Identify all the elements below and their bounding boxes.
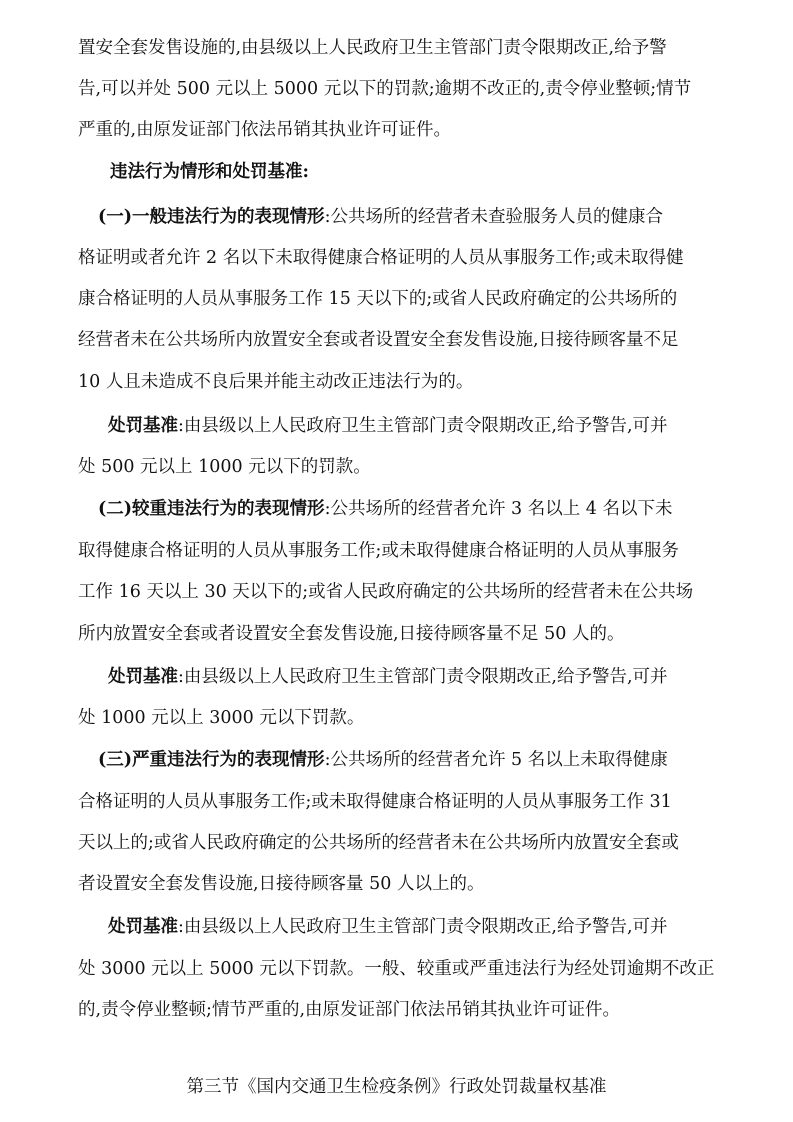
clause-1-line [98, 203, 748, 228]
paragraph-line: 10 人且未造成不良后果并能主动改正违法行为的。 [78, 372, 474, 392]
penalty-text: :由县级以上人民政府卫生主管部门责令限期改正,给予警告,可并 [178, 416, 668, 436]
paragraph-line: 所内放置安全套或者设置安全套发售设施,日接待顾客量不足 50 人的。 [78, 624, 625, 644]
clause-3-line [98, 746, 748, 771]
penalty-text: :由县级以上人民政府卫生主管部门责令限期改正,给予警告,可并 [178, 917, 668, 937]
paragraph-line: 置安全套发售设施的,由县级以上人民政府卫生主管部门责令限期改正,给予警 [78, 38, 667, 58]
paragraph-line: 严重的,由原发证部门依法吊销其执业许可证件。 [78, 120, 452, 140]
paragraph-line: 取得健康合格证明的人员从事服务工作;或未取得健康合格证明的人员从事服务 [78, 541, 679, 561]
paragraph-line: 处 500 元以上 1000 元以下的罚款。 [78, 457, 371, 477]
paragraph-line: 者设置安全套发售设施,日接待顾客量 50 人以上的。 [78, 874, 485, 894]
paragraph-line: 的,责令停业整顿;情节严重的,由原发证部门依法吊销其执业许可证件。 [78, 1000, 621, 1020]
paragraph-line: 合格证明的人员从事服务工作;或未取得健康合格证明的人员从事服务工作 31 [78, 792, 672, 812]
clause-2-line [98, 495, 748, 520]
penalty-text: :由县级以上人民政府卫生主管部门责令限期改正,给予警告,可并 [178, 667, 668, 687]
paragraph-line: 处 3000 元以上 5000 元以下罚款。一般、较重或严重违法行为经处罚逾期不改正 [78, 959, 715, 979]
paragraph-line: 工作 16 天以上 30 天以下的;或省人民政府确定的公共场所的经营者未在公共场 [78, 582, 694, 602]
paragraph-line: 处 1000 元以上 3000 元以下罚款。 [78, 708, 365, 728]
penalty-line [108, 913, 758, 938]
clause-label: (三)严重违法行为的表现情形 [98, 750, 325, 770]
penalty-label: 处罚基准 [108, 667, 178, 687]
paragraph-line: 格证明或者允许 2 名以下未取得健康合格证明的人员从事服务工作;或未取得健 [78, 248, 684, 268]
penalty-line [108, 663, 758, 688]
paragraph-line: 告,可以并处 500 元以上 5000 元以下的罚款;逾期不改正的,责令停业整顿;情节 [78, 79, 692, 99]
paragraph-line: 天以上的;或省人民政府确定的公共场所的经营者未在公共场所内放置安全套或 [78, 833, 679, 853]
section-heading: 第三节《国内交通卫生检疫条例》行政处罚裁量权基准 [186, 1077, 607, 1097]
penalty-line [108, 412, 758, 437]
clause-text: :公共场所的经营者未查验服务人员的健康合 [324, 207, 663, 227]
penalty-label: 处罚基准 [108, 917, 178, 937]
clause-text: :公共场所的经营者允许 3 名以上 4 名以下未 [324, 499, 673, 519]
subheading: 违法行为情形和处罚基准: [110, 162, 309, 182]
clause-text: :公共场所的经营者允许 5 名以上未取得健康 [324, 750, 668, 770]
clause-label: (一)一般违法行为的表现情形 [98, 207, 325, 227]
paragraph-line: 经营者未在公共场所内放置安全套或者设置安全套发售设施,日接待顾客量不足 [78, 330, 679, 350]
paragraph-line: 康合格证明的人员从事服务工作 15 天以下的;或省人民政府确定的公共场所的 [78, 289, 678, 309]
penalty-label: 处罚基准 [108, 416, 178, 436]
clause-label: (二)较重违法行为的表现情形 [98, 499, 325, 519]
